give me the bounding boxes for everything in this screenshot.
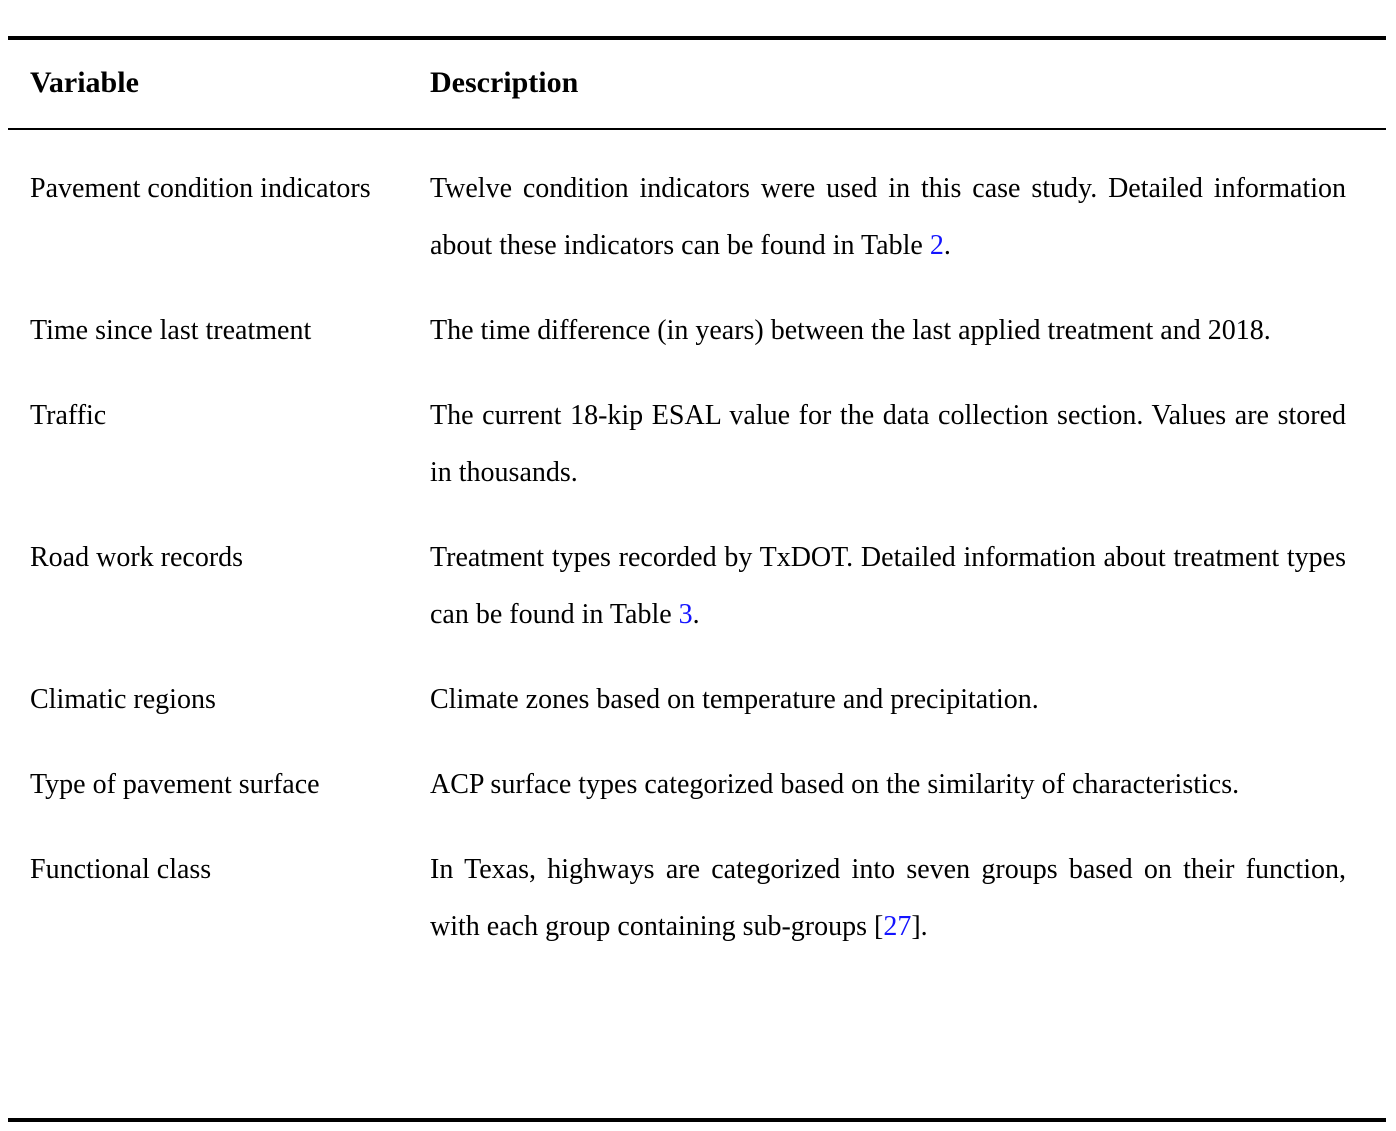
cell-variable: Traffic [30, 400, 107, 431]
description-text: Climate zones based on temperature and precipitation. [430, 684, 1039, 715]
description-text: ACP surface types categorized based on the similarity of characteristics. [430, 769, 1240, 800]
description-text-suffix: ]. [911, 911, 928, 942]
cell-variable: Time since last treatment [30, 315, 312, 346]
description-text-suffix: . [943, 230, 951, 261]
column-header-variable: Variable [30, 66, 139, 99]
table-header-row [0, 64, 1396, 102]
description-text: Twelve condition indicators were used in this case study. Detailed information about these indicators can be found in Table [430, 173, 1346, 261]
cell-description [430, 529, 1396, 643]
description-text: Treatment types recorded by TxDOT. Detailed information about treatment types can be found in Table [430, 542, 1346, 630]
description-text: The time difference (in years) between the last applied treatment and 2018. [430, 315, 1271, 346]
table-row [0, 160, 1396, 274]
table-body [0, 160, 1396, 983]
table-row [0, 387, 1396, 501]
cell-variable: Type of pavement surface [30, 769, 320, 800]
cell-description [430, 841, 1396, 955]
description-text: In Texas, highways are categorized into seven groups based on their function, with each group containing sub-groups [ [430, 854, 1346, 942]
table-row [0, 671, 1396, 728]
cell-description [430, 302, 1396, 359]
cross-reference-link[interactable]: 27 [883, 911, 912, 942]
cell-variable: Pavement condition indicators [30, 173, 371, 204]
description-text: The current 18-kip ESAL value for the data collection section. Values are stored in thousands. [430, 400, 1346, 488]
cross-reference-link[interactable]: 3 [678, 599, 693, 630]
description-text-suffix: . [692, 599, 700, 630]
table-row [0, 302, 1396, 359]
table-bottom-rule [8, 1118, 1386, 1122]
cell-description [430, 671, 1396, 728]
table-mid-rule [8, 128, 1386, 130]
cell-variable: Functional class [30, 854, 212, 885]
cell-description [430, 756, 1396, 813]
cell-description [430, 387, 1396, 501]
table-row [0, 529, 1396, 643]
cross-reference-link[interactable]: 2 [929, 230, 944, 261]
cell-description [430, 160, 1396, 274]
table-row [0, 756, 1396, 813]
column-header-description: Description [430, 66, 579, 99]
table-top-rule [8, 36, 1386, 40]
table-row [0, 841, 1396, 955]
cell-variable: Climatic regions [30, 684, 216, 715]
cell-variable: Road work records [30, 542, 244, 573]
